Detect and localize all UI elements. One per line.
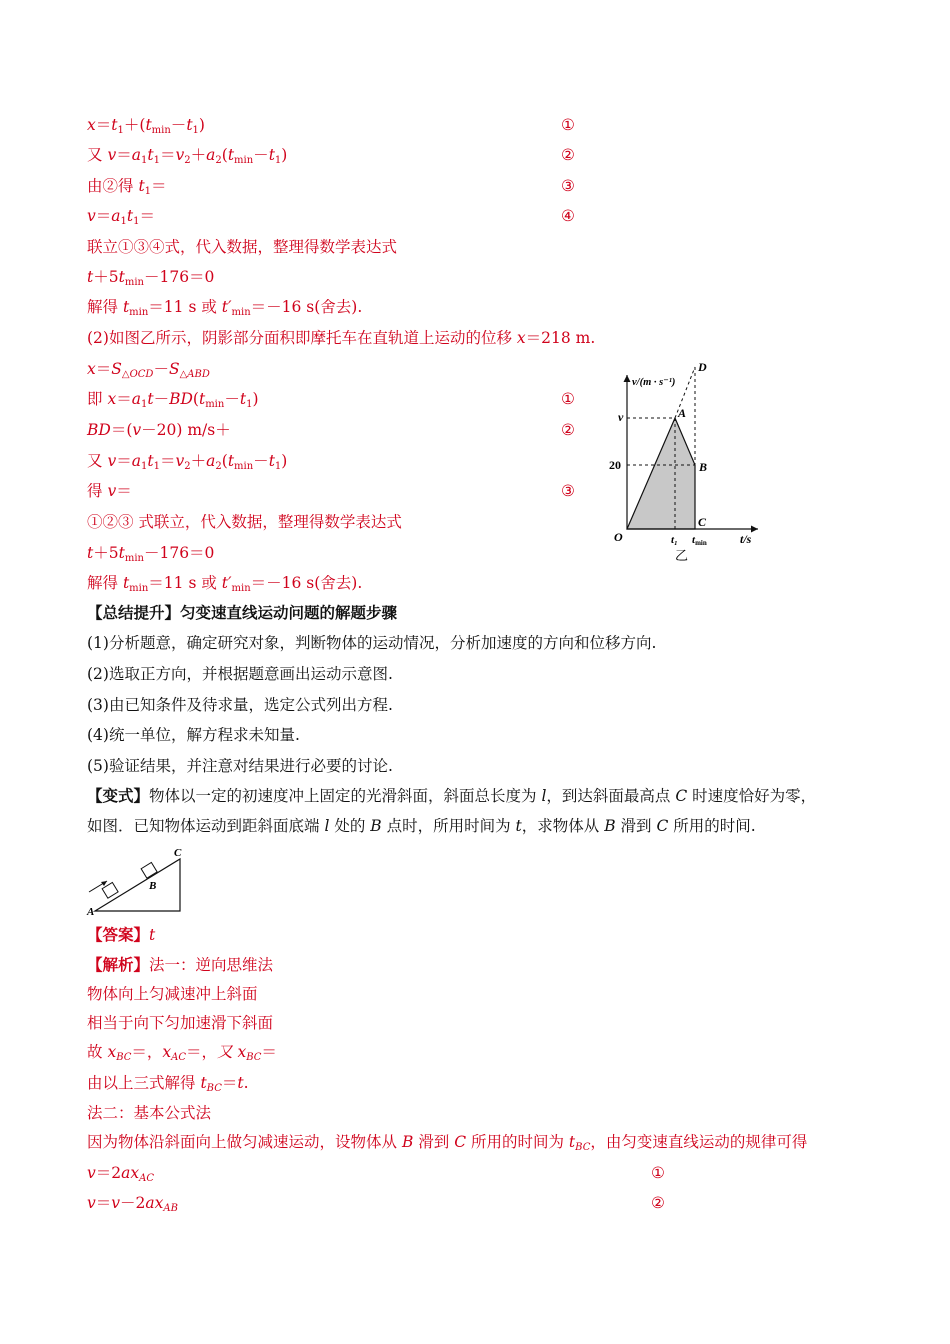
label-20: 20 (609, 458, 621, 472)
figure-caption: 乙 (675, 548, 689, 563)
equation-v-a1t1: 又 $v=a_1t_1=v_2+a_2(t_{min}-t_1)$ (87, 452, 288, 472)
text-combine: 联立①③④式，代入数据，整理得数学表达式 (87, 238, 398, 256)
point-c-label: C (174, 847, 182, 859)
equation-number-2: ② (651, 1194, 665, 1212)
equation-number-2: ② (561, 146, 575, 164)
equation-number-1: ① (561, 390, 575, 408)
equation-t1: 由②得 $t_1=$ (87, 177, 167, 197)
y-axis-label: v/(m · s⁻¹) (632, 377, 676, 388)
summary-step-4: (4)统一单位，解方程求未知量. (87, 726, 300, 744)
variant-paragraph-2: 如图．已知物体运动到距斜面底端 l 处的 B 点时，所用时间为 t，求物体从 B 滑到 C 所用的时间. (87, 817, 756, 835)
answer-line: 【答案】t (87, 925, 156, 944)
equation-number-1: ① (651, 1164, 665, 1182)
equation-number-3: ③ (561, 482, 575, 500)
equation-number-1: ① (561, 116, 575, 134)
analysis-line-5: 因为物体沿斜面向上做匀减速运动，设物体从 B 滑到 C 所用的时间为 $t_{BC}$，由匀变速直线运动的规律可得 (87, 1133, 808, 1153)
point-c-label: C (698, 515, 707, 529)
equation-v: $v=a_1t_1=$ (87, 207, 156, 227)
analysis-method-1: 【解析】法一：逆向思维法 (87, 955, 274, 974)
summary-step-3: (3)由已知条件及待求量，选定公式列出方程. (87, 696, 393, 714)
analysis-line-2: 相当于向下匀加速滑下斜面 (87, 1014, 274, 1032)
point-b-label: B (149, 880, 157, 892)
point-d-label: D (698, 360, 707, 374)
equation-number-2: ② (561, 421, 575, 439)
equation-x-bd: 即 $x=a_1t-BD(t_{min}-t_1)$ (87, 390, 259, 410)
summary-step-1: (1)分析题意，确定研究对象，判断物体的运动情况，分析加速度的方向和位移方向. (87, 634, 657, 652)
equation-number-3: ③ (561, 177, 575, 195)
equation-x-t1: $x=t_1+(t_{min}-t_1)$ (87, 116, 205, 136)
summary-step-2: (2)选取正方向，并根据题意画出运动示意图. (87, 665, 393, 683)
equation-quadratic: $t+5t_{min}-176=0$ (87, 268, 215, 288)
analysis-equation-2: $v=v-2ax_{AB}$ (87, 1194, 178, 1214)
origin-label: O (614, 530, 623, 544)
point-a-label: A (87, 906, 95, 917)
equation-v-a1t1: 又 $v=a_1t_1=v_2+a_2(t_{min}-t_1)$ (87, 146, 288, 166)
analysis-equation-1: $v=2ax_{AC}$ (87, 1164, 154, 1184)
shaded-area (627, 418, 695, 529)
equation-bd: BD＝(v－20) m/s＋ (87, 421, 231, 439)
x-axis-label: t/s (740, 532, 752, 546)
analysis-method-2: 法二：基本公式法 (87, 1104, 212, 1122)
equation-area: $x=S_{\triangle OCD}-S_{\triangle ABD}$ (87, 360, 210, 380)
incline-figure (85, 845, 185, 917)
arrow-head (101, 881, 107, 886)
equation-solution: 解得 $t_{min}=11$ s 或 $t'_{min}=-16$ s(舍去). (87, 574, 363, 594)
summary-title: 【总结提升】匀变速直线运动问题的解题步骤 (87, 603, 398, 622)
equation-solution: 解得 $t_{min}=11$ s 或 $t'_{min}=-16$ s(舍去). (87, 298, 363, 318)
analysis-line-4: 由以上三式解得 $t_{BC}=t$. (87, 1074, 249, 1094)
block-b (141, 862, 157, 878)
t1-label: t₁ (671, 534, 678, 546)
variant-paragraph-1: 【变式】物体以一定的初速度冲上固定的光滑斜面，斜面总长度为 l，到达斜面最高点 C 时速度恰好为零， (87, 786, 817, 805)
point-a-label: A (678, 406, 687, 420)
v-label: v (618, 410, 624, 424)
summary-step-5: (5)验证结果，并注意对结果进行必要的讨论. (87, 757, 393, 775)
equation-v-result: 得 v＝ (87, 482, 132, 500)
velocity-time-graph (600, 355, 775, 565)
equation-quadratic: $t+5t_{min}-176=0$ (87, 544, 215, 564)
analysis-line-3: 故 $x_{BC}=$，$x_{AC}=$，又 $x_{BC}=$ (87, 1043, 277, 1063)
equation-number-4: ④ (561, 207, 575, 225)
text-combine: ①②③ 式联立，代入数据，整理得数学表达式 (87, 513, 402, 531)
analysis-line-1: 物体向上匀减速冲上斜面 (87, 985, 258, 1003)
text-part2-intro: (2)如图乙所示，阴影部分面积即摩托车在直轨道上运动的位移 x＝218 m. (87, 329, 596, 347)
point-b-label: B (699, 460, 708, 474)
tmin-label: tmin (692, 534, 707, 547)
